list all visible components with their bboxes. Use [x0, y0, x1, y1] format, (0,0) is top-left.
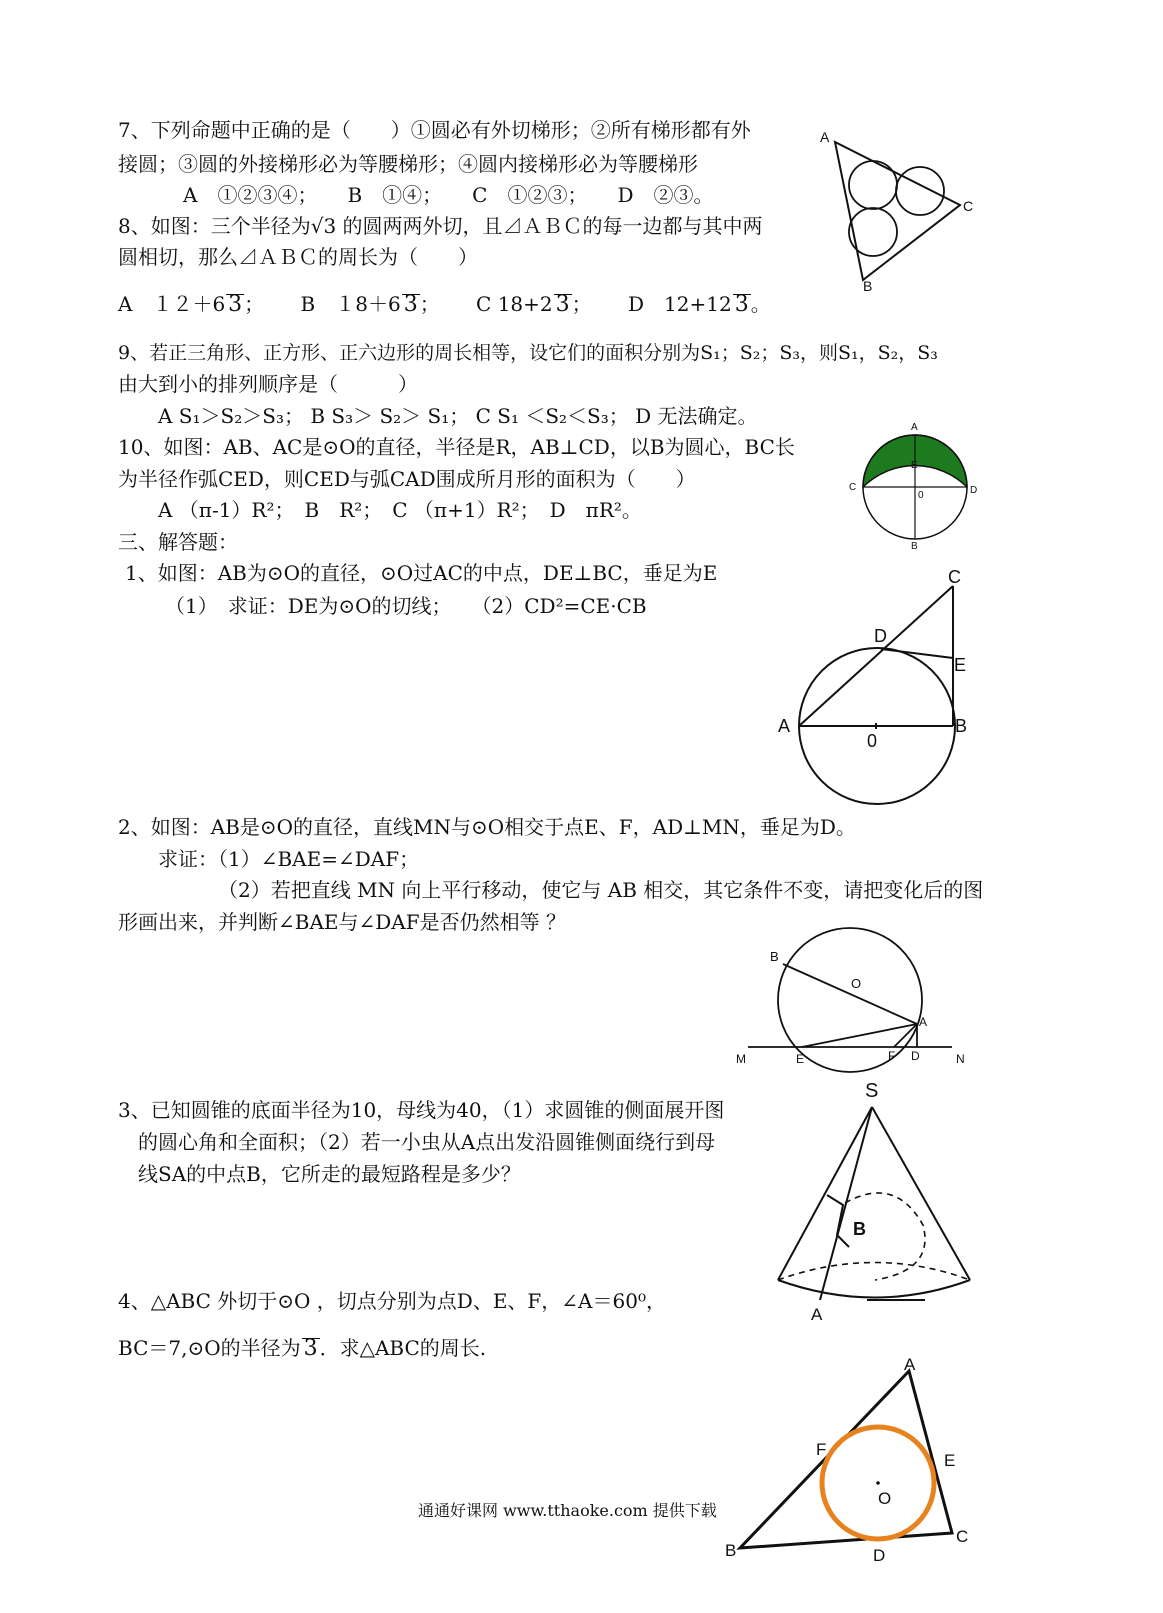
point-label-b: B	[911, 541, 918, 552]
point-label-o: O	[851, 976, 862, 991]
q10-line2: 为半径作弧CED，则CED与弧CAD围成所月形的面积为（ ）	[118, 467, 696, 491]
p4-line1: 4、△ABC 外切于⊙O ，切点分别为点D、E、F，∠A＝60⁰，	[118, 1289, 666, 1313]
p2-line4: 形画出来，并判断∠BAE与∠DAF是否仍然相等 ？	[118, 910, 566, 934]
p2-line3: （2）若把直线 MN 向上平行移动，使它与 AB 相交，其它条件不变，请把变化后的图	[218, 878, 984, 902]
point-label-e: E	[944, 1451, 956, 1470]
point-label-o: O	[878, 1489, 892, 1508]
q8-option-b: B １8＋6	[300, 292, 401, 316]
point-label-f: F	[888, 1049, 896, 1063]
figure-q8-triangle-circles	[815, 125, 980, 295]
point-label-a: A	[778, 716, 791, 736]
point-label-a: A	[811, 1305, 823, 1324]
footer-source: 通通好课网 www.tthaoke.com 提供下载	[418, 1501, 717, 1520]
point-label-d: D	[874, 626, 887, 646]
point-label-d: D	[970, 485, 978, 496]
q8-options: A １２＋6 3 ； B １8＋6 3 ； C 18+2 3 ； D 12+12 3 。	[118, 292, 771, 317]
point-label-e: E	[796, 1052, 805, 1066]
point-label-b: B	[853, 1219, 866, 1239]
q9-options: A S₁＞S₂＞S₃； B S₃＞ S₂＞ S₁； C S₁ ＜S₂＜S₃； D 无法确定。	[158, 404, 758, 428]
point-label-n: N	[956, 1052, 965, 1066]
point-label-a: A	[904, 1358, 916, 1374]
p1-line2: （1） 求证：DE为⊙O的切线； （2）CD²=CE·CB	[165, 594, 647, 618]
figure-p2-circle-line	[730, 925, 985, 1075]
figure-p3-cone	[765, 1075, 985, 1325]
point-label-b: B	[725, 1541, 737, 1560]
point-label-d: D	[873, 1546, 886, 1565]
q10-options: A （π-1）R²； B R²； C （π+1）R²； D πR²。	[158, 498, 642, 522]
point-label-c: C	[948, 567, 961, 587]
point-label-o: 0	[918, 490, 924, 501]
p1-line1: 1、如图：AB为⊙O的直径，⊙O过AC的中点，DE⊥BC，垂足为E	[125, 561, 718, 585]
figure-q10-lune	[845, 418, 985, 553]
q10-line1: 10、如图：AB、AC是⊙O的直径，半径是R，AB⊥CD，以B为圆心，BC长	[118, 435, 795, 459]
point-label-e: E	[954, 655, 967, 675]
q8-option-a: A １２＋6	[118, 292, 226, 316]
figure-p1-circle-tangent	[770, 565, 985, 810]
section-heading: 三、解答题：	[118, 530, 238, 554]
point-label-a: A	[820, 129, 830, 145]
point-label-b: B	[955, 716, 968, 736]
sqrt-radicand: 3	[303, 1336, 318, 1361]
point-label-a: A	[911, 422, 918, 433]
figure-p4-incircle	[720, 1358, 990, 1608]
p4-line2: BC＝7,⊙O的半径为 3 ．求△ABC的周长.	[118, 1336, 487, 1361]
q7-options: A ①②③④； B ①④； C ①②③； D ②③。	[183, 183, 714, 207]
point-label-f: F	[816, 1440, 827, 1459]
q8-line1: 8、如图：三个半径为√3 的圆两两外切，且⊿ＡＢＣ的每一边都与其中两	[118, 214, 763, 238]
point-label-m: M	[736, 1052, 746, 1066]
point-label-o: 0	[867, 731, 878, 751]
p3-line3: 线SA的中点B，它所走的最短路程是多少？	[138, 1162, 521, 1186]
sqrt-radicand: 3	[228, 292, 243, 317]
p3-line2: 的圆心角和全面积；（2）若一小虫从A点出发沿圆锥侧面绕行到母	[138, 1130, 716, 1154]
q8-option-c: C 18+2	[476, 292, 553, 316]
point-label-d: D	[911, 1049, 920, 1063]
p3-line1: 3、已知圆锥的底面半径为10，母线为40，（1）求圆锥的侧面展开图	[118, 1098, 725, 1122]
point-label-c: C	[963, 198, 974, 214]
q9-line2: 由大到小的排列顺序是（ ）	[118, 372, 418, 396]
sqrt-radicand: 3	[555, 292, 570, 317]
point-label-a: A	[919, 1015, 928, 1029]
q8-line2: 圆相切，那么⊿ＡＢＣ的周长为（ ）	[118, 245, 478, 269]
q7-line2: 接圆；③圆的外接梯形必为等腰梯形；④圆内接梯形必为等腰梯形	[118, 152, 698, 176]
point-label-c: C	[849, 482, 857, 493]
sqrt-radicand: 3	[734, 292, 749, 317]
q7-line1: 7、下列命题中正确的是（ ）①圆必有外切梯形；②所有梯形都有外	[118, 118, 751, 142]
point-label-s: S	[865, 1080, 879, 1102]
q9-line1: 9、若正三角形、正方形、正六边形的周长相等，设它们的面积分别为S₁；S₂；S₃，则S₁，S₂，S₃	[118, 342, 938, 364]
p2-line1: 2、如图：AB是⊙O的直径，直线MN与⊙O相交于点E、F，AD⊥MN，垂足为D。	[118, 815, 856, 839]
p2-line2: 求证：（1）∠BAE=∠DAF；	[158, 847, 420, 871]
point-label-e: E	[911, 460, 918, 471]
point-label-b: B	[770, 949, 779, 964]
point-label-c: C	[956, 1527, 969, 1546]
point-label-b: B	[863, 278, 873, 294]
q8-option-d: D 12+12	[628, 292, 732, 316]
sqrt-radicand: 3	[403, 292, 418, 317]
